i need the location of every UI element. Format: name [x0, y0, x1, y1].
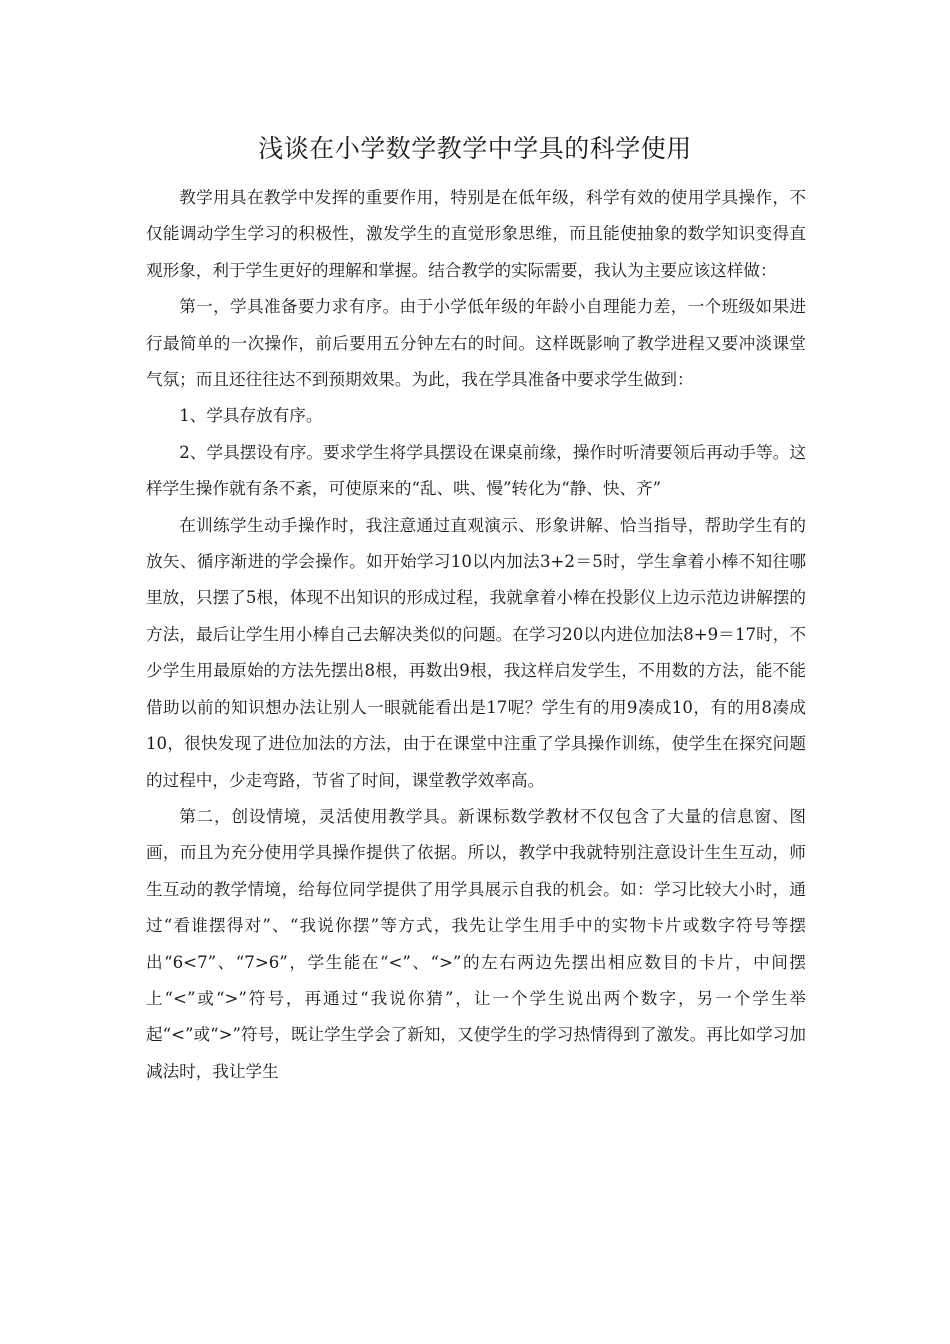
paragraph-second-point: 第二，创设情境，灵活使用教学具。新课标数学教材不仅包含了大量的信息窗、图画，而且为充分使用学具操作提供了依据。所以，教学中我就特别注意设计生生互动，师生互动的教学情境，给每位同学提供了用学具展示自我的机会。如：学习比较大小时，通过“看谁摆得对”、“我说你摆”等方式，我先让学生用手中的实物卡片或数字符号等摆出“6<7”、“7>6”，学生能在“<”、“>”的左右两边先摆出相应数目的卡片，中间摆上“<”或“>”符号，再通过“我说你猜”，让一个学生说出两个数字，另一个学生举起“<”或“>”符号，既让学生学会了新知，又使学生的学习热情得到了激发。再比如学习加减法时，我让学生 [146, 806, 806, 1081]
document-body [146, 180, 806, 1090]
paragraph-item-1: 1、学具存放有序。 [179, 406, 323, 426]
paragraph-item-2: 2、学具摆设有序。要求学生将学具摆设在课桌前缘，操作时听清要领后再动手等。这样学生操作就有条不紊，可使原来的“乱、哄、慢”转化为“静、快、齐” [146, 442, 806, 499]
paragraph-training: 在训练学生动手操作时，我注意通过直观演示、形象讲解、恰当指导，帮助学生有的放矢、循序渐进的学会操作。如开始学习10以内加法3+2＝5时，学生拿着小棒不知往哪里放，只摆了5根，体现不出知识的形成过程，我就拿着小棒在投影仪上边示范边讲解摆的方法，最后让学生用小棒自己去解决类似的问题。在学习20以内进位加法8+9＝17时，不少学生用最原始的方法先摆出8根，再数出9根，我这样启发学生，不用数的方法，能不能借助以前的知识想办法让别人一眼就能看出是17呢？学生有的用9凑成10，有的用8凑成10，很快发现了进位加法的方法，由于在课堂中注重了学具操作训练，使学生在探究问题的过程中，少走弯路，节省了时间，课堂教学效率高。 [146, 515, 806, 790]
paragraph-intro: 教学用具在教学中发挥的重要作用，特别是在低年级，科学有效的使用学具操作，不仅能调动学生学习的积极性，激发学生的直觉形象思维，而且能使抽象的数学知识变得直观形象，利于学生更好的理解和掌握。结合教学的实际需要，我认为主要应该这样做： [146, 188, 806, 280]
paragraph-first-point: 第一，学具准备要力求有序。由于小学低年级的年龄小自理能力差，一个班级如果进行最简单的一次操作，前后要用五分钟左右的时间。这样既影响了教学进程又要冲淡课堂气氛；而且还往往达不到预期效果。为此，我在学具准备中要求学生做到： [146, 297, 806, 390]
document-title: 浅谈在小学数学教学中学具的科学使用 [258, 134, 692, 163]
